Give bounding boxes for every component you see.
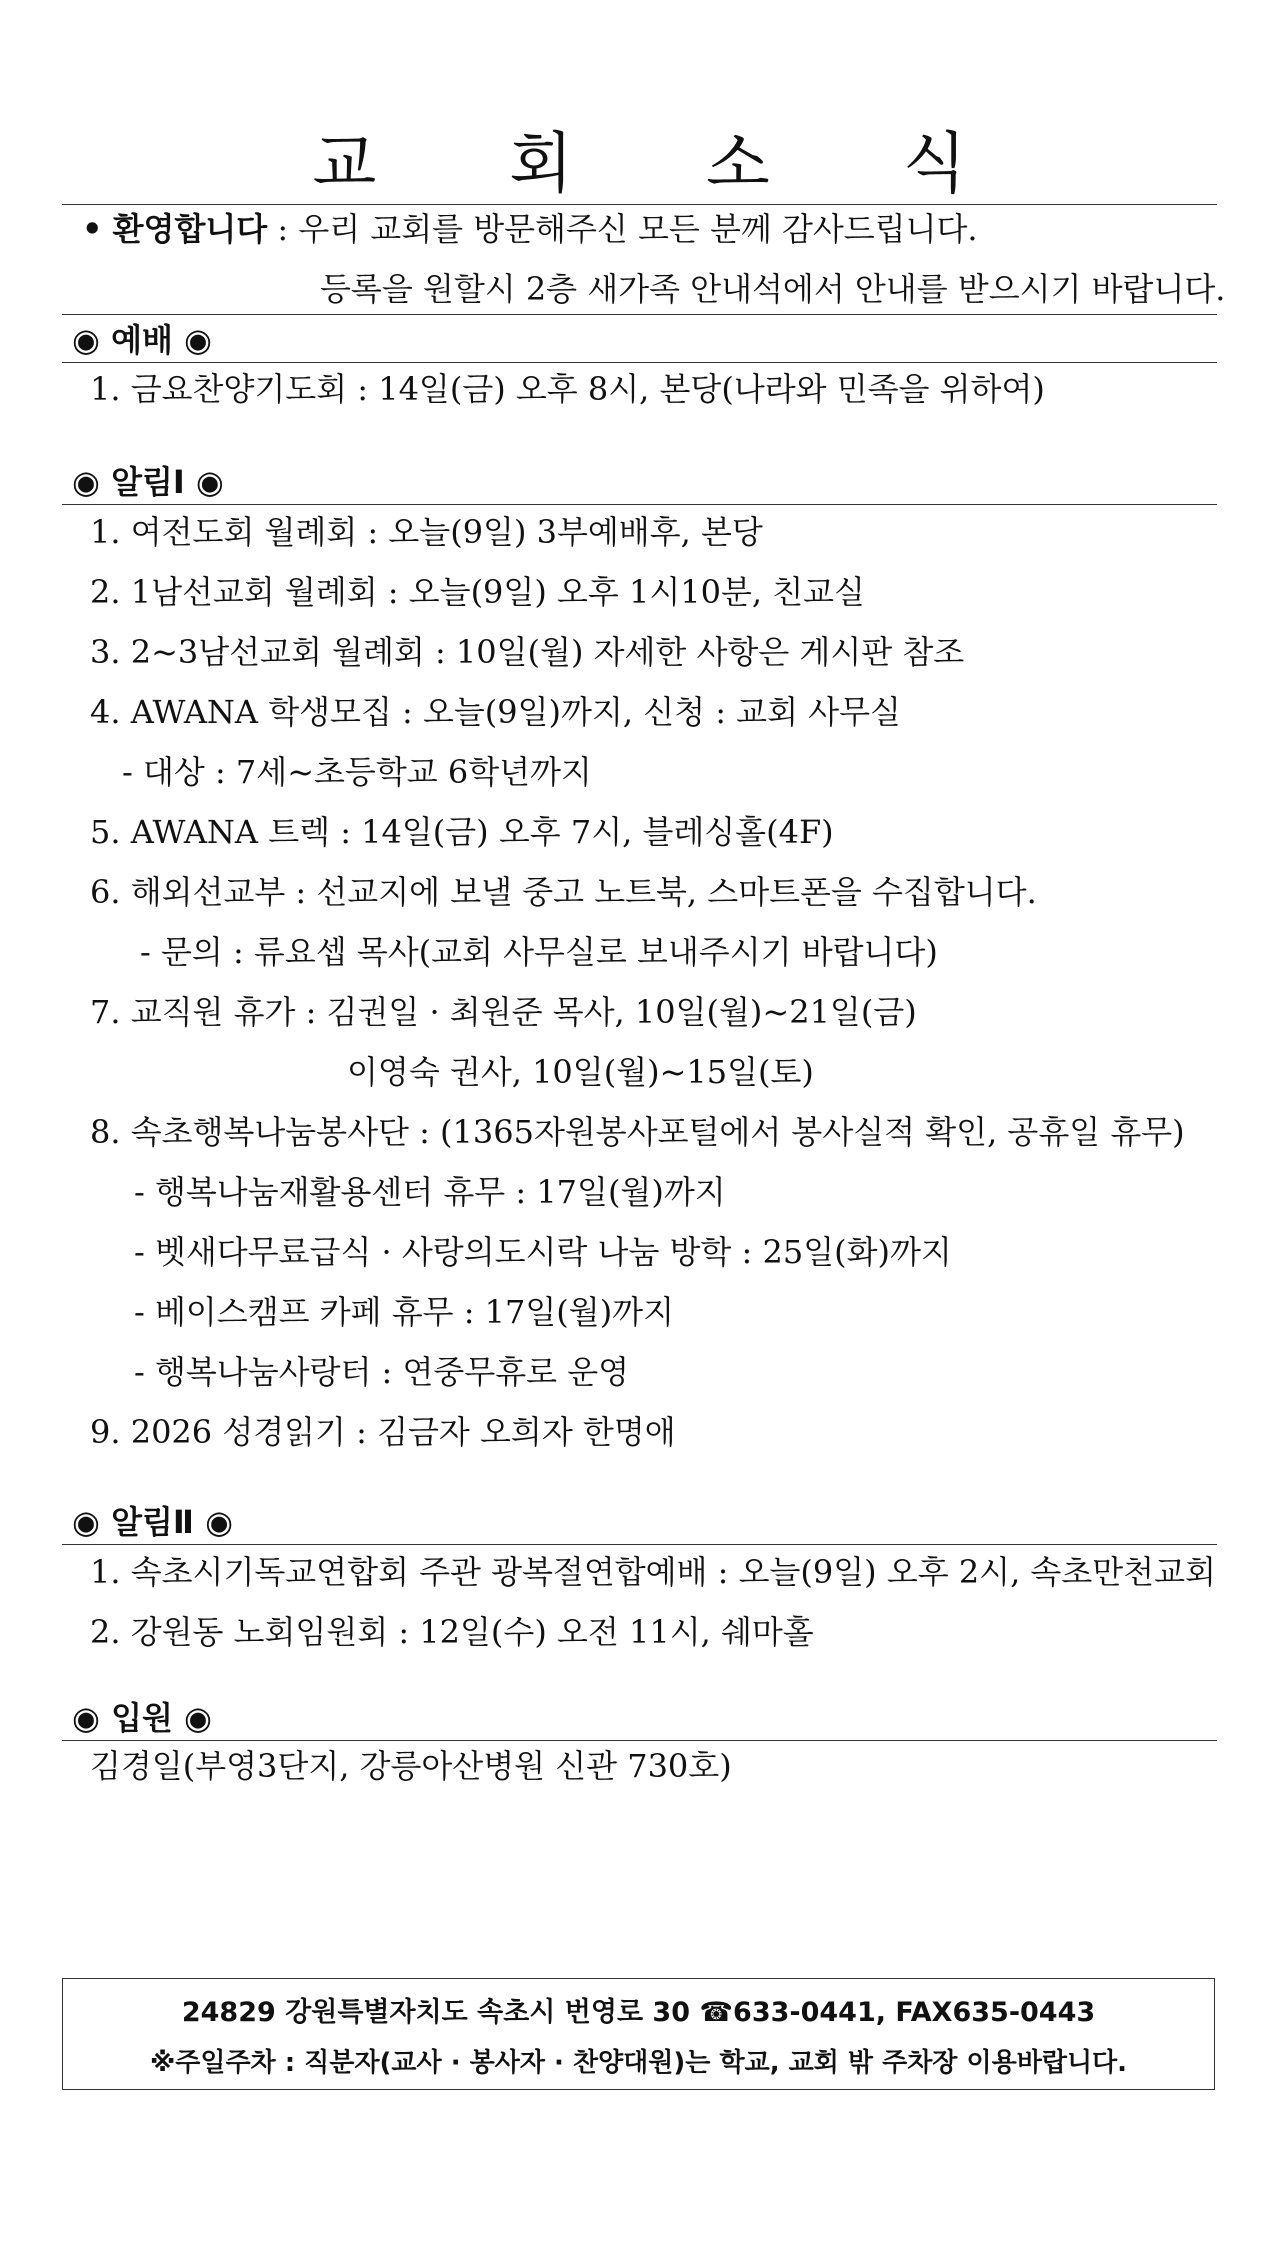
worship-heading: ◉ 예배 ◉ [72, 321, 212, 359]
notice1-item-3: 3. 2~3남선교회 월례회 : 10일(월) 자세한 사항은 게시판 참조 [90, 633, 965, 671]
parking-notice: ※주일주차 : 직분자(교사 · 봉사자 · 찬양대원)는 학교, 교회 밖 주차장 이용바랍니다. [149, 2048, 1128, 2078]
notice1-item-4: 4. AWANA 학생모집 : 오늘(9일)까지, 신청 : 교회 사무실 [90, 693, 901, 731]
welcome-bullet: • [82, 210, 103, 248]
notice2-divider [62, 1544, 1217, 1545]
notice1-item-9: 9. 2026 성경읽기 : 김금자 오희자 한명애 [90, 1413, 676, 1451]
notice1-item-6: 6. 해외선교부 : 선교지에 보낼 중고 노트북, 스마트폰을 수집합니다. [90, 873, 1037, 911]
hospital-item-1: 김경일(부영3단지, 강릉아산병원 신관 730호) [90, 1747, 732, 1785]
notice1-item-5: 5. AWANA 트렉 : 14일(금) 오후 7시, 블레싱홀(4F) [90, 813, 834, 851]
notice1-item-8-sub-3: - 베이스캠프 카페 휴무 : 17일(월)까지 [134, 1293, 674, 1331]
welcome-line-2: 등록을 원할시 2층 새가족 안내석에서 안내를 받으시기 바랍니다. [320, 270, 1226, 308]
church-address: 24829 강원특별자치도 속초시 번영로 30 ☎633-0441, FAX635-0443 [181, 1997, 1096, 2028]
notice2-item-1: 1. 속초시기독교연합회 주관 광복절연합예배 : 오늘(9일) 오후 2시, 속초만천교회 [90, 1553, 1216, 1591]
church-contact-box [62, 1978, 1215, 2090]
notice1-item-8-sub-2: - 벳새다무료급식 · 사랑의도시락 나눔 방학 : 25일(화)까지 [134, 1233, 952, 1271]
worship-divider [62, 362, 1217, 363]
notice2-heading: ◉ 알림Ⅱ ◉ [72, 1503, 234, 1541]
welcome-label: 환영합니다 [112, 210, 268, 248]
notice1-item-7-cont: 이영숙 권사, 10일(월)~15일(토) [347, 1053, 814, 1091]
notice1-item-7: 7. 교직원 휴가 : 김권일 · 최원준 목사, 10일(월)~21일(금) [90, 993, 917, 1031]
notice1-divider [62, 504, 1217, 505]
notice1-item-8-sub-4: - 행복나눔사랑터 : 연중무휴로 운영 [134, 1353, 630, 1391]
hospital-divider [62, 1740, 1217, 1741]
notice1-item-4-sub: - 대상 : 7세~초등학교 6학년까지 [122, 753, 592, 791]
welcome-line-1 [82, 209, 978, 249]
welcome-text: : 우리 교회를 방문해주신 모든 분께 감사드립니다. [267, 210, 978, 248]
notice1-heading: ◉ 알림Ⅰ ◉ [72, 463, 224, 501]
worship-item-1: 1. 금요찬양기도회 : 14일(금) 오후 8시, 본당(나라와 민족을 위하여) [90, 370, 1045, 408]
notice1-item-1: 1. 여전도회 월례회 : 오늘(9일) 3부예배후, 본당 [90, 513, 763, 551]
notice1-item-8-sub-1: - 행복나눔재활용센터 휴무 : 17일(월)까지 [134, 1173, 726, 1211]
title-divider [62, 204, 1217, 205]
notice1-item-2: 2. 1남선교회 월례회 : 오늘(9일) 오후 1시10분, 친교실 [90, 573, 865, 611]
notice2-item-2: 2. 강원동 노회임원회 : 12일(수) 오전 11시, 쉐마홀 [90, 1613, 814, 1651]
welcome-divider [62, 314, 1217, 315]
notice1-item-6-sub: - 문의 : 류요셉 목사(교회 사무실로 보내주시기 바랍니다) [140, 933, 938, 971]
hospital-heading: ◉ 입원 ◉ [72, 1699, 212, 1737]
page-title: 교 회 소 식 [312, 125, 1023, 202]
notice1-item-8: 8. 속초행복나눔봉사단 : (1365자원봉사포털에서 봉사실적 확인, 공휴일 휴무) [90, 1113, 1185, 1151]
